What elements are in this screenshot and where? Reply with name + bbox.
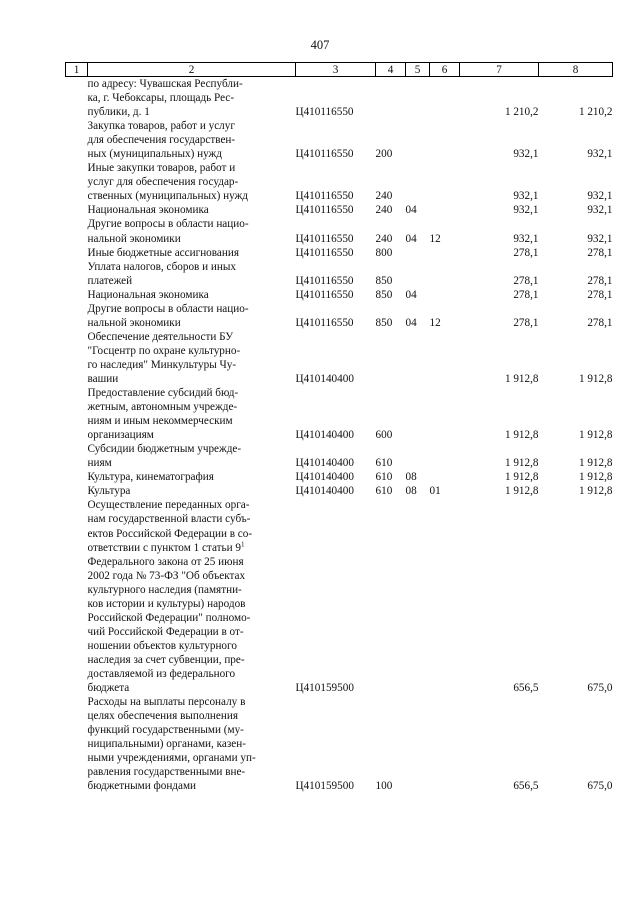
item-name-line — [88, 147, 296, 161]
item-name-line — [88, 456, 296, 470]
amount-year-1-cell: 278,1 — [513, 274, 539, 287]
item-name-text: услуг для обеспечения государ- — [87, 176, 239, 189]
expense-type-cell: 100 — [375, 780, 393, 793]
section-cell — [406, 161, 430, 203]
item-name-text: ниципальными) органами, казен- — [87, 738, 246, 751]
item-name-line — [88, 358, 296, 372]
item-name-line — [88, 723, 296, 737]
amount-year-2-cell: 675,0 — [587, 780, 613, 793]
item-name-text: ектов Российской Федерации в со- — [87, 527, 253, 540]
item-name-text: публики, д. 1 — [87, 106, 150, 119]
amount-year-1-cell: 1 912,8 — [504, 471, 539, 484]
section-cell: 04 — [405, 204, 417, 217]
subsection-cell — [430, 77, 460, 120]
item-name-line — [88, 175, 296, 189]
item-name-line — [88, 133, 296, 147]
item-name-cell — [88, 217, 296, 245]
item-name-line — [88, 442, 296, 456]
item-name-text: Культура — [87, 485, 131, 498]
expense-type-cell: 610 — [375, 485, 393, 498]
item-name-text: Федерального закона от 25 июня — [87, 555, 244, 568]
amount-year-1-cell: 932,1 — [513, 204, 539, 217]
expense-type-cell: 850 — [375, 316, 393, 329]
item-name-cell — [88, 302, 296, 330]
amount-year-1-cell: 1 912,8 — [504, 372, 539, 385]
section-cell — [406, 442, 430, 470]
header-col-3: 3 — [296, 63, 376, 77]
header-col-8: 8 — [539, 63, 613, 77]
item-name-line — [88, 498, 296, 512]
table-row — [66, 484, 613, 498]
expense-type-cell — [376, 77, 406, 120]
row-number-cell — [66, 246, 88, 260]
item-name-line — [88, 625, 296, 639]
item-name-line — [88, 217, 296, 231]
amount-year-2-cell: 278,1 — [587, 274, 613, 287]
target-code-cell: Ц410116550 — [295, 190, 354, 203]
table-row — [66, 217, 613, 245]
item-name-cell — [88, 442, 296, 470]
item-name-text: целях обеспечения выполнения — [87, 710, 238, 723]
table-row — [66, 442, 613, 470]
item-name-text: наследия за счет субвенции, пре- — [87, 653, 245, 666]
item-name-line — [88, 639, 296, 653]
item-name-text: ношении объектов культурного — [87, 639, 237, 652]
header-col-7: 7 — [460, 63, 539, 77]
amount-year-1-cell: 932,1 — [513, 148, 539, 161]
expense-type-cell: 850 — [375, 288, 393, 301]
item-name-line — [88, 484, 296, 498]
target-code-cell: Ц410116550 — [295, 106, 354, 119]
item-name-text: Другие вопросы в области нацио- — [87, 218, 249, 231]
subsection-cell — [430, 119, 460, 161]
item-name-line — [88, 569, 296, 583]
item-name-line — [88, 512, 296, 526]
expense-type-cell: 800 — [375, 246, 393, 259]
table-row — [66, 695, 613, 793]
item-name-text: Закупка товаров, работ и услуг — [87, 120, 235, 133]
subsection-cell — [430, 386, 460, 442]
row-number-cell — [66, 302, 88, 330]
expense-type-cell: 610 — [375, 457, 393, 470]
item-name-cell — [88, 77, 296, 120]
item-name-text: культурного наследия (памятни- — [87, 583, 242, 596]
item-name-line — [88, 344, 296, 358]
item-name-cell — [88, 203, 296, 217]
row-number-cell — [66, 260, 88, 288]
item-name-text: Субсидии бюджетным учрежде- — [87, 443, 242, 456]
subsection-cell — [430, 695, 460, 793]
item-name-line — [88, 428, 296, 442]
table-row — [66, 161, 613, 203]
table-row — [66, 302, 613, 330]
section-cell — [406, 119, 430, 161]
amount-year-2-cell: 1 912,8 — [578, 457, 613, 470]
subsection-cell — [430, 498, 460, 695]
subsection-cell: 12 — [429, 316, 441, 329]
item-name-line — [88, 527, 296, 541]
amount-year-1-cell: 1 912,8 — [504, 485, 539, 498]
item-name-text: бюджетными фондами — [87, 780, 197, 793]
item-name-line — [88, 695, 296, 709]
item-name-cell — [88, 246, 296, 260]
item-name-text: функций государственными (му- — [87, 724, 244, 737]
item-name-line — [88, 386, 296, 400]
item-name-line — [88, 667, 296, 681]
target-code-cell: Ц410140400 — [295, 457, 354, 470]
amount-year-2-cell: 1 912,8 — [578, 429, 613, 442]
item-name-text: нам государственной власти субъ- — [87, 513, 251, 526]
expense-type-cell: 240 — [375, 232, 393, 245]
item-name-line — [88, 470, 296, 484]
item-name-text: организациям — [87, 429, 154, 442]
table-body — [66, 77, 613, 794]
item-name-line — [88, 765, 296, 779]
page-number: 407 — [310, 38, 330, 52]
amount-year-1-cell: 932,1 — [513, 232, 539, 245]
expense-type-cell: 240 — [375, 190, 393, 203]
item-name-text: го наследия" Минкультуры Чу- — [87, 358, 237, 371]
amount-year-1-cell: 1 210,2 — [504, 106, 539, 119]
item-name-cell — [88, 695, 296, 793]
amount-year-2-cell: 1 912,8 — [578, 485, 613, 498]
item-name-line — [88, 203, 296, 217]
amount-year-1-cell: 278,1 — [513, 246, 539, 259]
amount-year-2-cell: 932,1 — [587, 232, 613, 245]
item-name-text: для обеспечения государствен- — [87, 134, 236, 147]
amount-year-2-cell: 932,1 — [587, 190, 613, 203]
section-cell: 04 — [405, 232, 417, 245]
item-name-cell — [88, 288, 296, 302]
item-name-line — [88, 246, 296, 260]
item-name-text: Иные бюджетные ассигнования — [87, 246, 239, 259]
item-name-line — [88, 260, 296, 274]
item-name-text: равления государственными вне- — [87, 766, 246, 779]
table-row — [66, 386, 613, 442]
section-cell: 08 — [405, 485, 417, 498]
item-name-text: "Госцентр по охране культурно- — [87, 344, 241, 357]
item-name-line — [88, 161, 296, 175]
target-code-cell: Ц410159500 — [295, 682, 354, 695]
subsection-cell — [430, 246, 460, 260]
item-name-text: 2002 года № 73-ФЗ "Об объектах — [87, 569, 246, 582]
item-name-line — [88, 597, 296, 611]
header-col-4: 4 — [376, 63, 406, 77]
target-code-cell: Ц410116550 — [295, 274, 354, 287]
section-cell — [406, 260, 430, 288]
section-cell — [406, 386, 430, 442]
item-name-line — [88, 611, 296, 625]
amount-year-1-cell: 656,5 — [513, 682, 539, 695]
item-name-text: платежей — [87, 274, 133, 287]
item-name-text: Иные закупки товаров, работ и — [87, 162, 236, 175]
item-name-line — [88, 751, 296, 765]
item-name-line — [88, 119, 296, 133]
row-number-cell — [66, 470, 88, 484]
item-name-text: доставляемой из федерального — [87, 667, 236, 680]
item-name-text: ных (муниципальных) нужд — [87, 148, 222, 161]
item-name-text: нальной экономики — [87, 316, 181, 329]
section-cell — [406, 77, 430, 120]
item-name-text: Национальная экономика — [87, 204, 209, 217]
target-code-cell: Ц410116550 — [295, 148, 354, 161]
item-name-text: ниям — [87, 457, 112, 470]
item-name-text: ка, г. Чебоксары, площадь Рес- — [87, 92, 235, 105]
header-col-5: 5 — [406, 63, 430, 77]
item-name-text: ответствии с пунктом 1 статьи 9 — [87, 541, 241, 554]
expense-type-cell: 610 — [375, 471, 393, 484]
item-name-line — [88, 288, 296, 302]
item-name-cell — [88, 470, 296, 484]
item-name-text: ниям и иным некоммерческим — [87, 415, 233, 428]
table-row — [66, 77, 613, 120]
item-name-text: Национальная экономика — [87, 288, 209, 301]
expense-type-cell — [376, 330, 406, 386]
amount-year-2-cell: 1 210,2 — [578, 106, 613, 119]
item-name-line — [88, 541, 296, 555]
section-cell: 04 — [405, 288, 417, 301]
item-name-text: по адресу: Чувашская Республи- — [87, 78, 243, 90]
item-name-cell — [88, 330, 296, 386]
subsection-cell — [430, 330, 460, 386]
section-cell — [406, 330, 430, 386]
target-code-cell: Ц410116550 — [295, 316, 354, 329]
header-col-2: 2 — [88, 63, 296, 77]
table-row — [66, 470, 613, 484]
subsection-cell — [430, 260, 460, 288]
subsection-cell — [430, 203, 460, 217]
target-code-cell: Ц410116550 — [295, 232, 354, 245]
subsection-cell — [430, 161, 460, 203]
amount-year-1-cell: 1 912,8 — [504, 457, 539, 470]
amount-year-2-cell: 675,0 — [587, 682, 613, 695]
table-row — [66, 246, 613, 260]
expense-type-cell: 200 — [375, 148, 393, 161]
item-name-line — [88, 189, 296, 203]
item-name-cell — [88, 484, 296, 498]
target-code-cell: Ц410116550 — [295, 204, 354, 217]
table-header-row — [66, 63, 613, 77]
header-col-6: 6 — [430, 63, 460, 77]
table-row — [66, 260, 613, 288]
item-name-line — [88, 779, 296, 793]
section-cell — [406, 246, 430, 260]
budget-table — [65, 62, 613, 793]
amount-year-1-cell: 932,1 — [513, 190, 539, 203]
item-name-line — [88, 681, 296, 695]
item-name-text: Расходы на выплаты персоналу в — [87, 696, 246, 709]
amount-year-1-cell: 278,1 — [513, 316, 539, 329]
row-number-cell — [66, 288, 88, 302]
table-row — [66, 288, 613, 302]
item-name-line — [88, 330, 296, 344]
item-name-text: Уплата налогов, сборов и иных — [87, 260, 237, 273]
amount-year-1-cell: 656,5 — [513, 780, 539, 793]
item-name-cell — [88, 119, 296, 161]
item-name-text: жетным, автономным учрежде- — [87, 401, 238, 414]
expense-type-cell: 600 — [375, 429, 393, 442]
row-number-cell — [66, 161, 88, 203]
expense-type-cell: 850 — [375, 274, 393, 287]
item-name-text: чий Российской Федерации в от- — [87, 625, 244, 638]
subsection-cell — [430, 470, 460, 484]
row-number-cell — [66, 695, 88, 793]
expense-type-cell — [376, 498, 406, 695]
section-cell — [406, 498, 430, 695]
amount-year-2-cell: 278,1 — [587, 246, 613, 259]
table-row — [66, 498, 613, 695]
subsection-cell — [430, 442, 460, 470]
amount-year-2-cell: 932,1 — [587, 204, 613, 217]
row-number-cell — [66, 330, 88, 386]
amount-year-2-cell: 278,1 — [587, 316, 613, 329]
item-name-text: нальной экономики — [87, 232, 181, 245]
row-number-cell — [66, 386, 88, 442]
table-row — [66, 330, 613, 386]
item-name-line — [88, 400, 296, 414]
item-name-text: Предоставление субсидий бюд- — [87, 387, 239, 400]
item-name-text: ков истории и культуры) народов — [87, 597, 246, 610]
subsection-cell — [430, 288, 460, 302]
amount-year-1-cell: 1 912,8 — [504, 429, 539, 442]
amount-year-2-cell: 278,1 — [587, 288, 613, 301]
row-number-cell — [66, 217, 88, 245]
target-code-cell: Ц410140400 — [295, 471, 354, 484]
item-name-text: Обеспечение деятельности БУ — [87, 330, 234, 343]
item-name-line — [88, 91, 296, 105]
item-name-line — [88, 583, 296, 597]
row-number-cell — [66, 498, 88, 695]
target-code-cell: Ц410116550 — [295, 288, 354, 301]
superscript: 1 — [241, 539, 245, 548]
item-name-line — [88, 709, 296, 723]
item-name-line — [88, 316, 296, 330]
subsection-cell: 01 — [429, 485, 441, 498]
header-col-1: 1 — [66, 63, 88, 77]
target-code-cell: Ц410140400 — [295, 485, 354, 498]
row-number-cell — [66, 77, 88, 120]
item-name-line — [88, 414, 296, 428]
amount-year-2-cell: 932,1 — [587, 148, 613, 161]
item-name-line — [88, 232, 296, 246]
item-name-text: бюджета — [87, 682, 130, 695]
amount-year-2-cell: 1 912,8 — [578, 372, 613, 385]
section-cell — [406, 695, 430, 793]
amount-year-1-cell: 278,1 — [513, 288, 539, 301]
item-name-line — [88, 105, 296, 119]
item-name-line — [88, 372, 296, 386]
target-code-cell: Ц410159500 — [295, 780, 354, 793]
subsection-cell: 12 — [429, 232, 441, 245]
item-name-text: Культура, кинематография — [87, 471, 214, 484]
item-name-line — [88, 274, 296, 288]
item-name-cell — [88, 260, 296, 288]
item-name-line — [88, 555, 296, 569]
amount-year-2-cell: 1 912,8 — [578, 471, 613, 484]
expense-type-cell: 240 — [375, 204, 393, 217]
item-name-text: Другие вопросы в области нацио- — [87, 302, 249, 315]
item-name-line — [88, 737, 296, 751]
row-number-cell — [66, 203, 88, 217]
table-row — [66, 119, 613, 161]
item-name-line — [88, 302, 296, 316]
section-cell: 04 — [405, 316, 417, 329]
item-name-text: Осуществление переданных орга- — [87, 499, 250, 512]
section-cell: 08 — [405, 471, 417, 484]
item-name-text: вашии — [87, 372, 119, 385]
item-name-text: ными учреждениями, органами уп- — [87, 752, 256, 765]
item-name-line — [88, 653, 296, 667]
item-name-text: ственных (муниципальных) нужд — [87, 190, 248, 203]
row-number-cell — [66, 119, 88, 161]
item-name-cell — [88, 386, 296, 442]
item-name-cell — [88, 161, 296, 203]
item-name-cell — [88, 498, 296, 695]
item-name-line — [88, 77, 296, 91]
row-number-cell — [66, 484, 88, 498]
target-code-cell: Ц410140400 — [295, 372, 354, 385]
item-name-text: Российской Федерации" полномо- — [87, 611, 251, 624]
table-row — [66, 203, 613, 217]
target-code-cell: Ц410140400 — [295, 429, 354, 442]
target-code-cell: Ц410116550 — [295, 246, 354, 259]
row-number-cell — [66, 442, 88, 470]
